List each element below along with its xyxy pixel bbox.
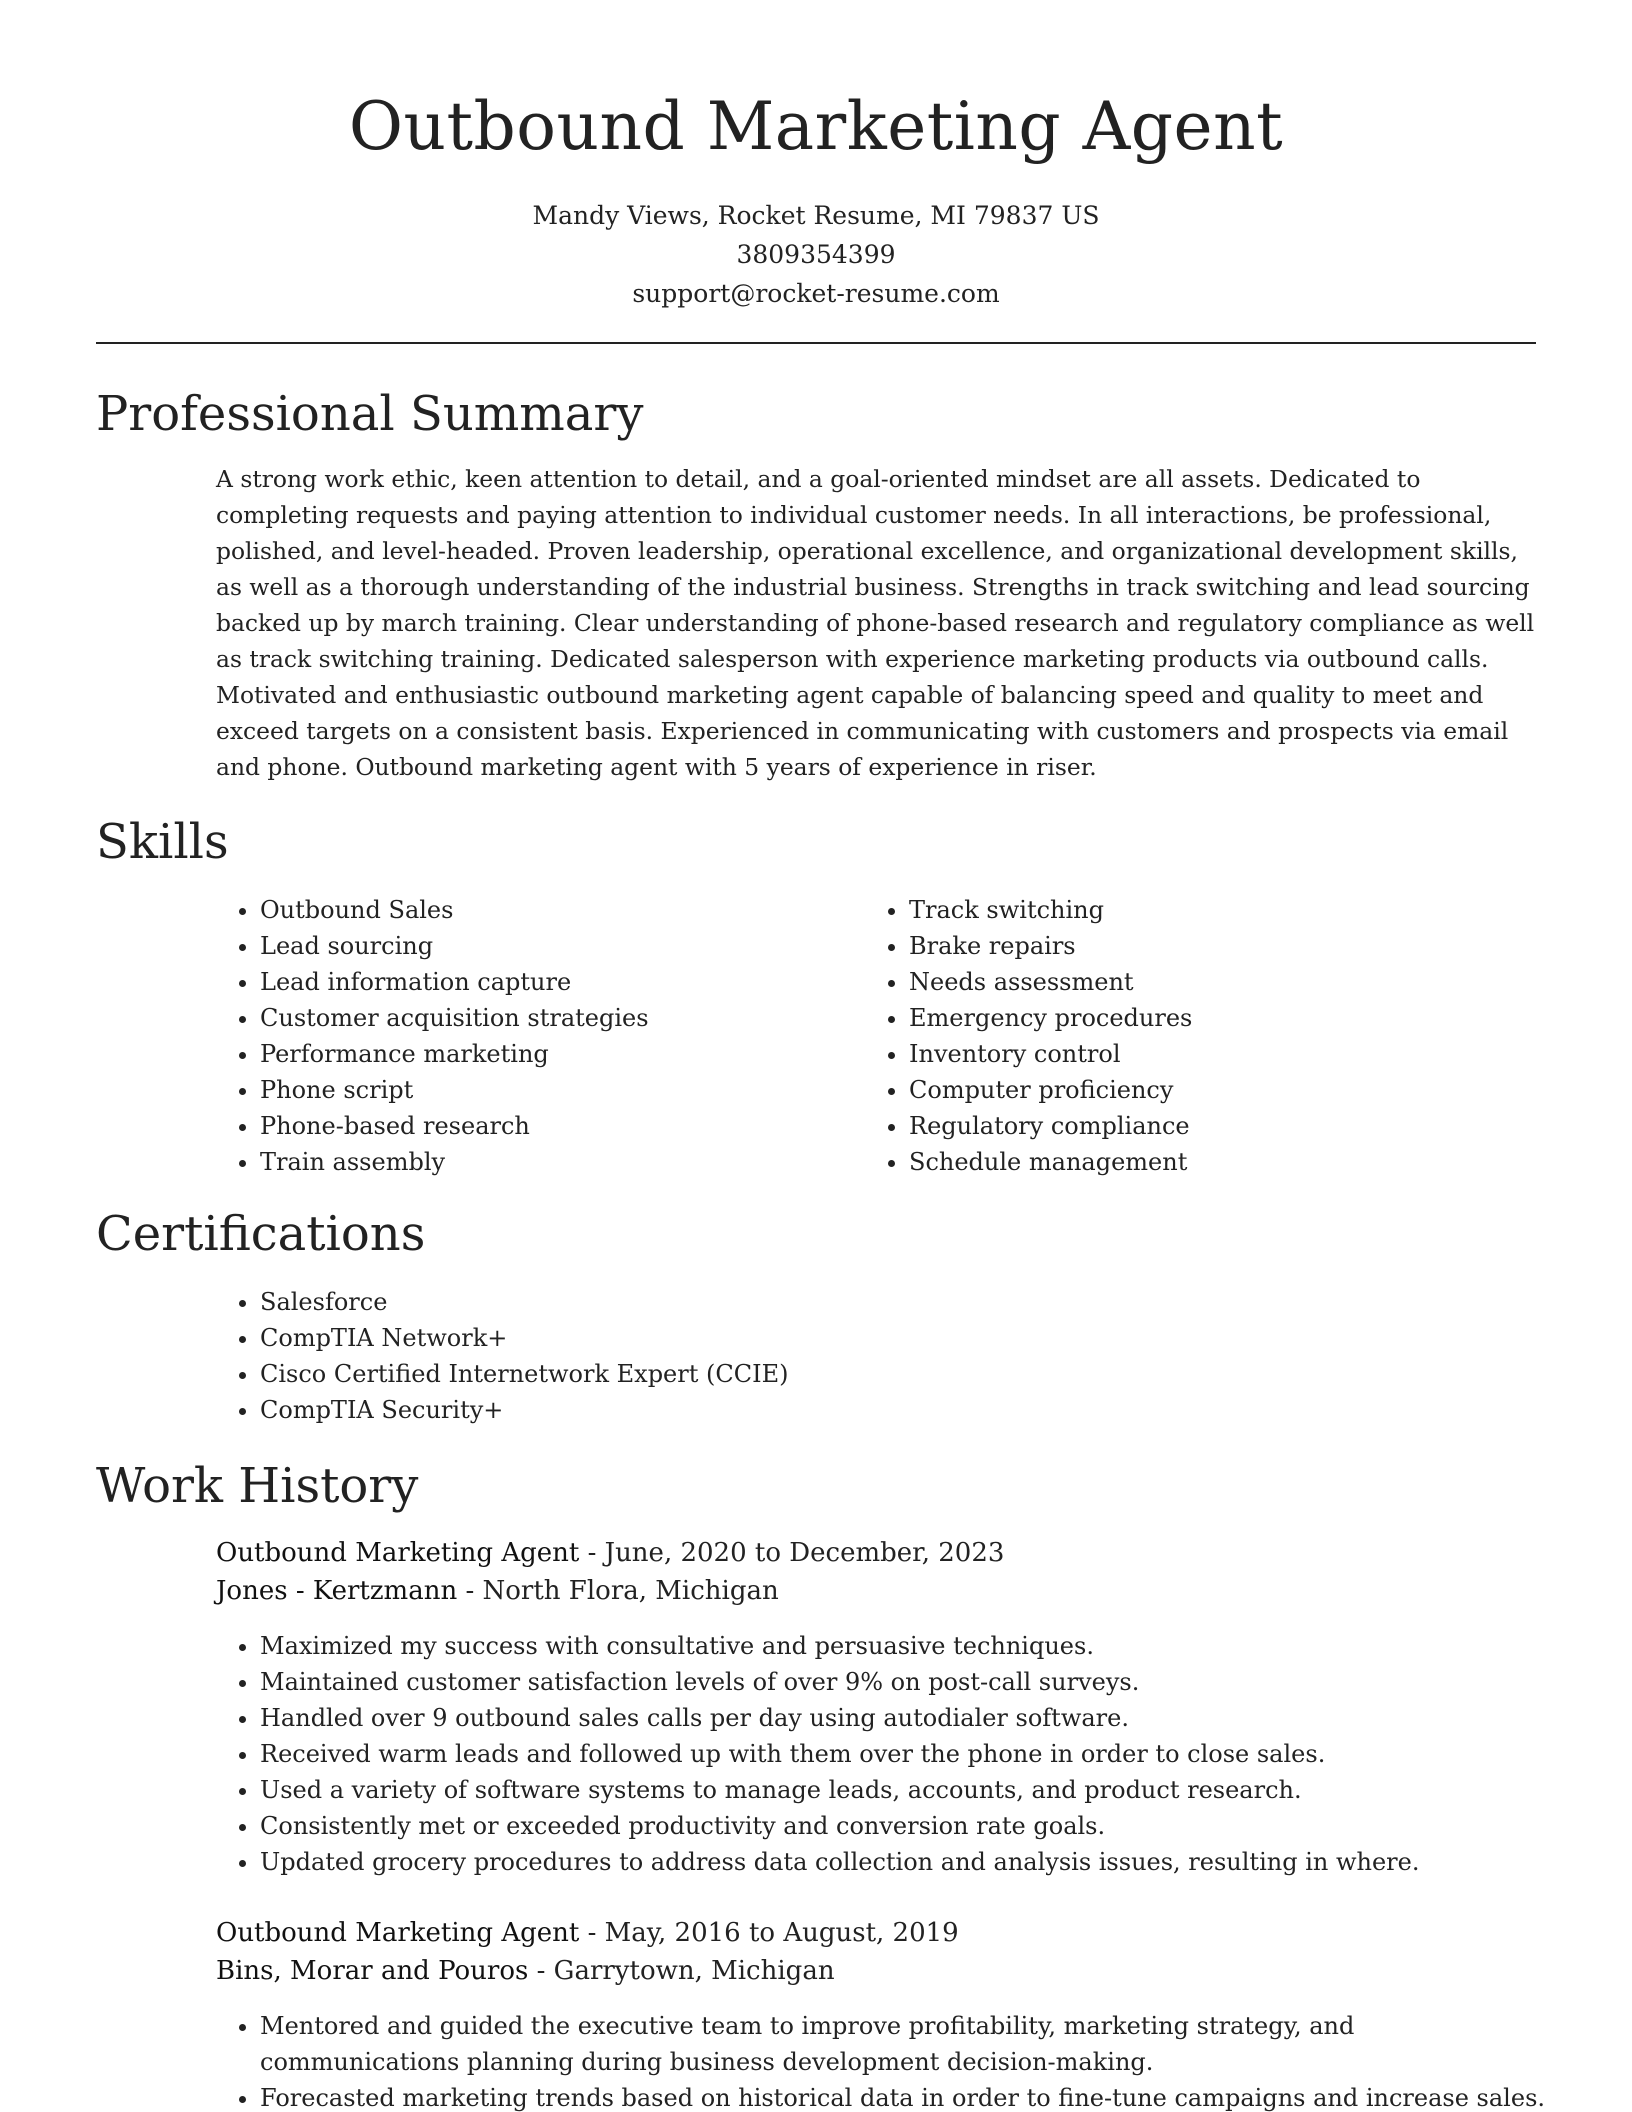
job-entry-header <box>216 1914 1546 1990</box>
job-bullet-list <box>216 2008 1546 2112</box>
job-dates: - May, 2016 to August, 2019 <box>579 1918 959 1948</box>
skill-item: • Outbound Sales <box>260 892 816 928</box>
job-bullet: • Consistently met or exceeded productivity and conversion rate goals. <box>260 1808 1546 1844</box>
job-title-line <box>216 1534 1546 1572</box>
skills-column-right <box>865 892 1465 1180</box>
job-company: Jones - Kertzmann <box>216 1576 458 1606</box>
job-bullet: • Maintained customer satisfaction levels of over 9% on post-call surveys. <box>260 1664 1546 1700</box>
job-company-line <box>216 1572 1546 1610</box>
resume-header <box>0 0 1632 313</box>
certifications-list <box>216 1284 1116 1428</box>
job-company-line <box>216 1952 1546 1990</box>
skill-item: • Train assembly <box>260 1144 816 1180</box>
address-line: Mandy Views, Rocket Resume, MI 79837 US <box>532 201 1100 230</box>
skills-heading: Skills <box>96 814 229 870</box>
job-bullet: • Maximized my success with consultative and persuasive techniques. <box>260 1628 1546 1664</box>
skill-item: • Computer proficiency <box>909 1072 1465 1108</box>
certification-item: • CompTIA Security+ <box>260 1392 1116 1428</box>
skill-item: • Customer acquisition strategies <box>260 1000 816 1036</box>
job-bullet-list <box>216 1628 1546 1880</box>
job-company: Bins, Morar and Pouros <box>216 1956 529 1986</box>
certifications-heading: Certifications <box>96 1206 426 1262</box>
work-history-heading: Work History <box>96 1458 419 1514</box>
job-location: - Garrytown, Michigan <box>528 1956 835 1986</box>
skill-item: • Schedule management <box>909 1144 1465 1180</box>
job-location: - North Flora, Michigan <box>457 1576 779 1606</box>
skill-item: • Lead information capture <box>260 964 816 1000</box>
job-bullet: • Mentored and guided the executive team to improve profitability, marketing strategy, and communications planning during business development decision-making. <box>260 2008 1546 2080</box>
skill-item: • Regulatory compliance <box>909 1108 1465 1144</box>
job-title-line <box>216 1914 1546 1952</box>
job-dates: - June, 2020 to December, 2023 <box>579 1538 1005 1568</box>
skill-item: • Phone-based research <box>260 1108 816 1144</box>
skill-item: • Track switching <box>909 892 1465 928</box>
job-bullet: • Forecasted marketing trends based on historical data in order to fine-tune campaigns and increase sales. <box>260 2080 1546 2112</box>
job-role: Outbound Marketing Agent <box>216 1918 580 1948</box>
candidate-title: Outbound Marketing Agent <box>348 88 1284 165</box>
summary-text: A strong work ethic, keen attention to detail, and a goal-oriented mindset are all assets. Dedicated to completing requests and paying attention to individual customer needs. In all interactions, be professional, polished, and level-headed. Proven leadership, operational excellence, and organizational development skills, as well as a thorough understanding of the industrial business. Strengths in track switching and lead sourcing backed up by march training. Clear understanding of phone-based research and regulatory compliance as well as track switching training. Dedicated salesperson with experience marketing products via outbound calls. Motivated and enthusiastic outbound marketing agent capable of balancing speed and quality to meet and exceed targets on a consistent basis. Experienced in communicating with customers and prospects via email and phone. Outbound marketing agent with 5 years of experience in riser. <box>216 465 1535 781</box>
skill-item: • Brake repairs <box>909 928 1465 964</box>
job-entry-header <box>216 1534 1546 1610</box>
email-line: support@rocket-resume.com <box>632 279 1000 308</box>
certification-item: • Salesforce <box>260 1284 1116 1320</box>
skill-item: • Performance marketing <box>260 1036 816 1072</box>
skill-item: • Emergency procedures <box>909 1000 1465 1036</box>
header-divider <box>96 342 1536 344</box>
phone-line: 3809354399 <box>736 240 896 269</box>
job-bullet: • Updated grocery procedures to address data collection and analysis issues, resulting in where. <box>260 1844 1546 1880</box>
job-role: Outbound Marketing Agent <box>216 1538 580 1568</box>
summary-heading: Professional Summary <box>96 386 644 442</box>
job-bullet: • Received warm leads and followed up with them over the phone in order to close sales. <box>260 1736 1546 1772</box>
job-bullet: • Used a variety of software systems to manage leads, accounts, and product research. <box>260 1772 1546 1808</box>
certification-item: • Cisco Certified Internetwork Expert (CCIE) <box>260 1356 1116 1392</box>
job-bullet: • Handled over 9 outbound sales calls per day using autodialer software. <box>260 1700 1546 1736</box>
skill-item: • Phone script <box>260 1072 816 1108</box>
skill-item: • Inventory control <box>909 1036 1465 1072</box>
skills-column-left <box>216 892 816 1180</box>
skill-item: • Needs assessment <box>909 964 1465 1000</box>
contact-block <box>0 196 1632 313</box>
certification-item: • CompTIA Network+ <box>260 1320 1116 1356</box>
skill-item: • Lead sourcing <box>260 928 816 964</box>
